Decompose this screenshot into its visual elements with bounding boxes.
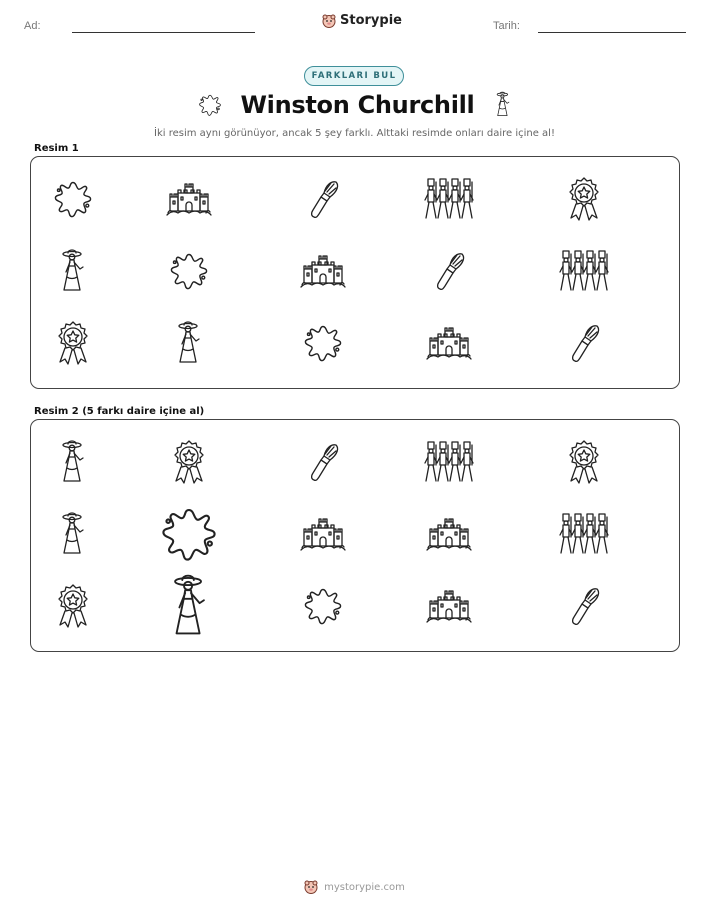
brush-icon [564, 321, 604, 365]
picture1-item-splat-icon-7 [144, 236, 234, 306]
date-line[interactable] [538, 32, 686, 33]
picture1-item-soldiers-icon-10 [539, 236, 629, 306]
picture1-item-splat-icon-1 [28, 164, 118, 234]
footer [0, 880, 709, 894]
medal-icon [563, 176, 605, 222]
date-label: Tarih: [493, 20, 520, 32]
title-row [0, 90, 709, 119]
picture2-item-medal-icon-11[interactable] [28, 571, 118, 641]
picture1-item-medal-icon-5 [539, 164, 629, 234]
storypie-logo-icon [322, 14, 336, 28]
picture2-item-medal-icon-5[interactable] [539, 427, 629, 497]
splat-icon [301, 321, 345, 365]
splat-icon [301, 584, 345, 628]
brush-icon [564, 584, 604, 628]
castle-icon [298, 512, 348, 556]
picture2-item-splat-icon-13[interactable] [278, 571, 368, 641]
picture1-item-lady-icon-6 [28, 236, 118, 306]
picture2-item-lady-icon-1[interactable] [28, 427, 118, 497]
picture2-item-brush-icon-15[interactable] [539, 571, 629, 641]
picture2-panel[interactable] [30, 419, 680, 652]
brush-icon [429, 249, 469, 293]
medal-icon [52, 320, 94, 366]
picture2-item-castle-icon-14[interactable] [404, 571, 494, 641]
picture1-label: Resim 1 [34, 143, 79, 154]
lady-icon [56, 438, 90, 486]
castle-icon [424, 584, 474, 628]
picture1-item-brush-icon-15 [539, 308, 629, 378]
castle-icon [298, 249, 348, 293]
picture1-item-splat-icon-13 [278, 308, 368, 378]
picture1-item-brush-icon-9 [404, 236, 494, 306]
lady-icon [165, 571, 214, 641]
name-line[interactable] [72, 32, 255, 33]
name-label: Ad: [24, 20, 41, 32]
castle-icon [424, 321, 474, 365]
picture1-item-lady-icon-12 [144, 308, 234, 378]
brush-icon [303, 440, 343, 484]
picture1-item-soldiers-icon-4 [404, 164, 494, 234]
footer-url: mystorypie.com [324, 881, 405, 893]
lady-icon [56, 247, 90, 295]
picture2-item-splat-icon-7[interactable] [144, 499, 234, 569]
picture2-item-castle-icon-9[interactable] [404, 499, 494, 569]
lady-icon [172, 319, 206, 367]
picture1-panel [30, 156, 680, 389]
picture2-item-brush-icon-3[interactable] [278, 427, 368, 497]
splat-icon [167, 249, 211, 293]
picture1-item-brush-icon-3 [278, 164, 368, 234]
soldiers-icon [557, 511, 611, 557]
brush-icon [303, 177, 343, 221]
splat-icon [51, 177, 95, 221]
medal-icon [168, 439, 210, 485]
title-decoration-right [493, 90, 513, 119]
castle-icon [164, 177, 214, 221]
soldiers-icon [422, 176, 476, 222]
medal-icon [52, 583, 94, 629]
storypie-logo-icon [304, 880, 318, 894]
picture2-item-soldiers-icon-4[interactable] [404, 427, 494, 497]
picture2-label: Resim 2 (5 farkı daire içine al) [34, 406, 205, 417]
picture1-item-medal-icon-11 [28, 308, 118, 378]
picture1-item-castle-icon-8 [278, 236, 368, 306]
instructions: İki resim aynı görünüyor, ancak 5 şey farklı. Alttaki resimde onları daire içine al! [154, 128, 555, 139]
picture2-item-soldiers-icon-10[interactable] [539, 499, 629, 569]
title-decoration-left [197, 92, 223, 118]
picture1-item-castle-icon-14 [404, 308, 494, 378]
picture2-item-medal-icon-2[interactable] [144, 427, 234, 497]
worksheet-type-badge: FARKLARI BUL [304, 66, 404, 86]
brand-name: Storypie [340, 13, 402, 28]
page-title: Winston Churchill [240, 90, 475, 119]
medal-icon [563, 439, 605, 485]
soldiers-icon [557, 248, 611, 294]
brand-logo [322, 13, 402, 28]
castle-icon [424, 512, 474, 556]
lady-icon [56, 510, 90, 558]
picture2-item-lady-icon-6[interactable] [28, 499, 118, 569]
splat-icon [157, 502, 221, 566]
picture2-item-lady-icon-12[interactable] [144, 571, 234, 641]
soldiers-icon [422, 439, 476, 485]
picture1-item-castle-icon-2 [144, 164, 234, 234]
picture2-item-castle-icon-8[interactable] [278, 499, 368, 569]
